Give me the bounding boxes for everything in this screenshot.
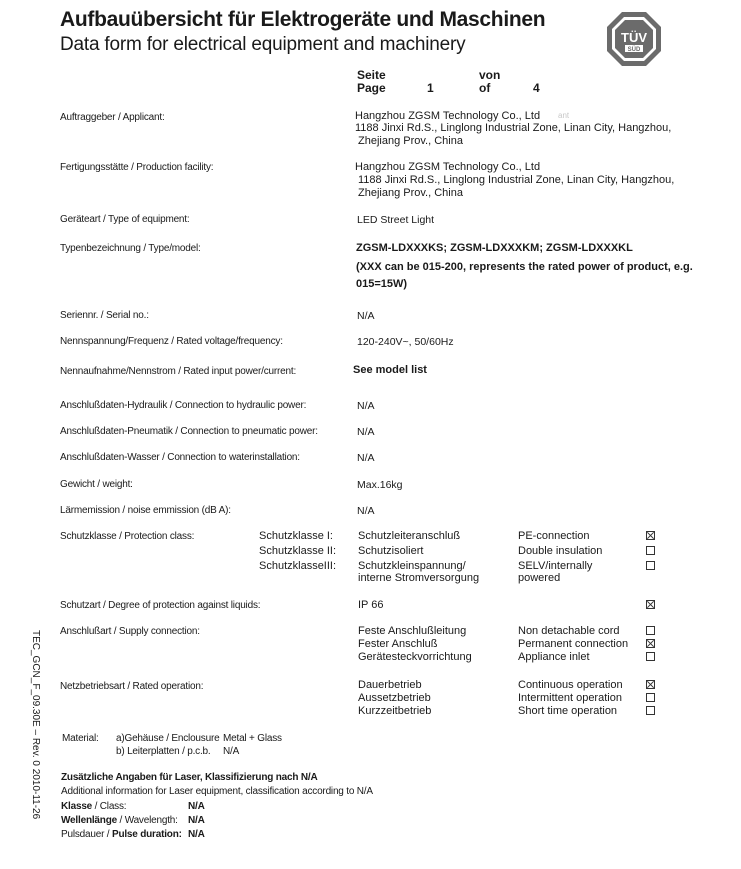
laser-heading: Zusätzliche Angaben für Laser, Klassifizierung nach N/A [61,772,318,783]
applicant-faint-text: ant [558,111,570,120]
water-label: Anschlußdaten-Wasser / Connection to waterinstallation: [60,452,300,463]
pneumatic-label: Anschlußdaten-Pneumatik / Connection to pneumatic power: [60,426,318,437]
supply-1-de: Feste Anschlußleitung [358,625,467,637]
water-value: N/A [357,452,375,464]
laser-pulse-label [61,829,182,840]
checkbox-double-insulation[interactable] [646,546,655,555]
checkbox-permanent-connection[interactable] [646,639,655,648]
title-english: Data form for electrical equipment and machinery [60,34,466,55]
applicant-address-1: 1188 Jinxi Rd.S., Linglong Industrial Zone, Linan City, Hangzhou, [355,122,672,134]
checkbox-non-detachable-cord[interactable] [646,626,655,635]
production-name: Hangzhou ZGSM Technology Co., Ltd [355,161,541,173]
serial-label: Seriennr. / Serial no.: [60,310,149,321]
weight-value: Max.16kg [357,479,403,491]
protection-class-1-en: PE-connection [518,530,590,542]
model-note-1: (XXX can be 015-200, represents the rated power of product, e.g. [356,261,693,273]
laser-wavelength-label-bold: Wellenlänge [61,815,117,826]
operation-2-en: Intermittent operation [518,692,622,704]
production-address-1: 1188 Jinxi Rd.S., Linglong Industrial Zone, Linan City, Hangzhou, [358,174,675,186]
laser-class-label-bold: Klasse [61,801,93,812]
protection-class-label: Schutzklasse / Protection class: [60,531,195,542]
checkbox-intermittent-operation[interactable] [646,693,655,702]
page-total: 4 [533,81,540,95]
ip-value: IP 66 [358,599,384,611]
serial-value: N/A [357,310,375,322]
checkbox-ip[interactable] [646,600,655,609]
applicant-label: Auftraggeber / Applicant: [60,112,165,123]
material-pcb-label: b) Leiterplatten / p.c.b. [116,746,211,757]
laser-pulse-value: N/A [188,829,205,840]
protection-class-2-label: Schutzklasse II: [259,545,337,557]
protection-class-2-de: Schutzisoliert [358,545,424,557]
tuv-logo-text: TÜV [621,30,647,45]
seite-label: Seite [357,68,386,82]
protection-class-3-label: SchutzklasseIII: [259,560,337,572]
weight-label: Gewicht / weight: [60,479,133,490]
noise-label: Lärmemission / noise emmission (dB A): [60,505,231,516]
of-label: of [479,81,491,95]
operation-label: Netzbetriebsart / Rated operation: [60,681,204,692]
voltage-label: Nennspannung/Frequenz / Rated voltage/frequency: [60,336,283,347]
supply-2-en: Permanent connection [518,638,629,650]
operation-3-en: Short time operation [518,705,618,717]
page-label: Page [357,81,386,95]
von-label: von [479,68,501,82]
protection-class-1-label: Schutzklasse I: [259,530,333,542]
hydraulic-value: N/A [357,400,375,412]
material-pcb-value: N/A [223,746,240,757]
checkbox-continuous-operation[interactable] [646,680,655,689]
checkbox-selv[interactable] [646,561,655,570]
supply-label: Anschlußart / Supply connection: [60,626,200,637]
laser-pulse-label-bold: Pulse duration: [111,829,182,840]
checkbox-pe-connection[interactable] [646,531,655,540]
material-enclosure-value: Metal + Glass [223,733,282,744]
voltage-value: 120-240V~, 50/60Hz [357,336,454,348]
noise-value: N/A [357,505,375,517]
protection-class-1-de: Schutzleiteranschluß [358,530,461,542]
operation-1-de: Dauerbetrieb [358,679,422,691]
laser-class-label [61,801,126,812]
protection-class-2-en: Double insulation [518,545,603,557]
model-note-2: 015=15W) [356,278,408,290]
protection-class-3-de: Schutzkleinspannung/ [358,560,466,572]
laser-class-label-rest: / Class: [92,801,127,812]
laser-class-value: N/A [188,801,205,812]
material-enclosure-label: a)Gehäuse / Enclousure [116,733,220,744]
operation-2-de: Aussetzbetrieb [358,692,431,704]
production-address-2: Zhejiang Prov., China [358,187,463,199]
power-label: Nennaufnahme/Nennstrom / Rated input power/current: [60,366,297,377]
laser-wavelength-label-rest: / Wavelength: [116,815,178,826]
supply-2-de: Fester Anschluß [358,638,438,650]
laser-wavelength-label [61,815,178,826]
applicant-address-2: Zhejiang Prov., China [358,135,463,147]
operation-1-en: Continuous operation [518,679,623,691]
operation-3-de: Kurzzeitbetrieb [358,705,432,717]
production-label: Fertigungsstätte / Production facility: [60,162,214,173]
model-label: Typenbezeichnung / Type/model: [60,243,201,254]
pneumatic-value: N/A [357,426,375,438]
page-current: 1 [427,81,434,95]
protection-class-3-de2: interne Stromversorgung [358,572,480,584]
supply-1-en: Non detachable cord [518,625,620,637]
protection-class-3-en2: powered [518,572,561,584]
laser-subheading: Additional information for Laser equipment, classification according to N/A [61,786,373,797]
tuv-logo-subtext: SÜD [627,47,641,53]
equipment-type-value: LED Street Light [357,214,435,226]
tuv-sud-logo [606,11,662,67]
applicant-name: Hangzhou ZGSM Technology Co., Ltd [355,110,541,122]
supply-3-de: Gerätesteckvorrichtung [358,651,472,663]
protection-class-3-en: SELV/internally [518,560,593,572]
material-label: Material: [62,733,99,744]
power-value: See model list [353,364,427,376]
hydraulic-label: Anschlußdaten-Hydraulik / Connection to hydraulic power: [60,400,307,411]
checkbox-short-time-operation[interactable] [646,706,655,715]
checkbox-appliance-inlet[interactable] [646,652,655,661]
laser-pulse-label-rest: Pulsdauer / [61,829,112,840]
title-german: Aufbauübersicht für Elektrogeräte und Maschinen [60,8,546,31]
equipment-type-label: Geräteart / Type of equipment: [60,214,190,225]
form-reference-note: TEC_GCN_F_09.30E – Rev. 0 2010-11-26 [30,630,41,820]
model-value: ZGSM-LDXXXKS; ZGSM-LDXXXKM; ZGSM-LDXXXKL [356,242,633,254]
laser-wavelength-value: N/A [188,815,205,826]
ip-label: Schutzart / Degree of protection against liquids: [60,600,261,611]
supply-3-en: Appliance inlet [518,651,590,663]
